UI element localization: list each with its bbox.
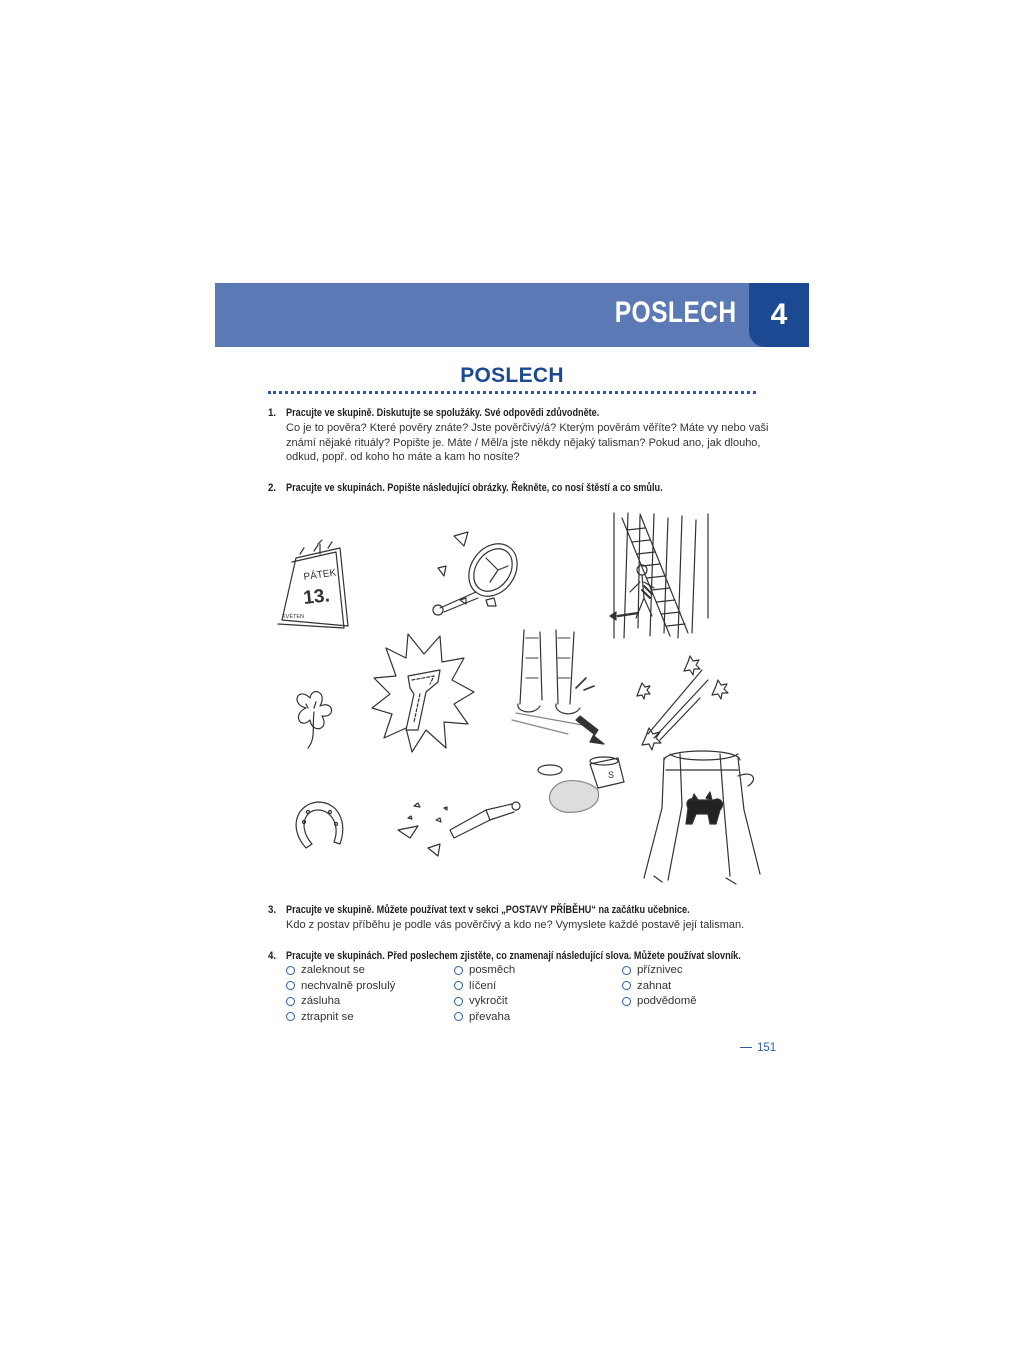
chapter-number-badge: 4 xyxy=(749,283,809,347)
checkbox-circle-icon[interactable] xyxy=(622,997,631,1006)
vocab-item[interactable]: podvědomě xyxy=(622,995,697,1007)
dotted-divider xyxy=(268,391,756,394)
four-leaf-clover-image xyxy=(297,692,332,748)
checkbox-circle-icon[interactable] xyxy=(286,1012,295,1021)
checkbox-circle-icon[interactable] xyxy=(286,981,295,990)
calendar-friday-13-image xyxy=(278,540,348,628)
exercise-number: 4. xyxy=(268,950,277,962)
vocab-item[interactable]: zahnat xyxy=(622,980,671,992)
horseshoe-image xyxy=(296,802,343,848)
exercise-instruction: Pracujte ve skupinách. Před poslechem zjistěte, co znamenají následující slova. Můžete používat slovník. xyxy=(286,950,741,962)
spilled-salt-image xyxy=(538,757,624,812)
exercise-body xyxy=(286,918,762,933)
checkbox-circle-icon[interactable] xyxy=(454,997,463,1006)
vocab-item[interactable]: posměch xyxy=(454,964,515,976)
section-title: POSLECH xyxy=(460,364,564,387)
exercise-instruction: Pracujte ve skupině. Diskutujte se spolužáky. Své odpovědi zdůvodněte. xyxy=(286,407,600,419)
body-line: Kdo z postav příběhu je podle vás pověrčivý a kdo ne? Vymyslete každé postavě její talisman. xyxy=(286,919,745,931)
vocab-item[interactable]: příznivec xyxy=(622,964,683,976)
vocab-item[interactable]: zásluha xyxy=(286,995,340,1007)
exercise-body xyxy=(286,421,769,465)
exercise-instruction: Pracujte ve skupinách. Popište následující obrázky. Řekněte, co nosí štěstí a co smůlu. xyxy=(286,482,663,494)
exercise-instruction: Pracujte ve skupině. Můžete používat text v sekci „POSTAVY PŘÍBĚHU“ na začátku učebnice. xyxy=(286,904,690,916)
checkbox-circle-icon[interactable] xyxy=(454,1012,463,1021)
checkbox-circle-icon[interactable] xyxy=(454,966,463,975)
checkbox-circle-icon[interactable] xyxy=(622,966,631,975)
calendar-date-text: 13. xyxy=(302,585,331,609)
vocab-item[interactable]: nechvalně proslulý xyxy=(286,980,395,992)
left-foot-step-image xyxy=(512,630,604,744)
vocab-item[interactable]: líčení xyxy=(454,980,496,992)
vocabulary-list xyxy=(286,964,766,1034)
broken-mirror-image xyxy=(433,532,527,615)
salt-label-text: S xyxy=(608,770,615,780)
broken-glass-image xyxy=(398,802,520,856)
calendar-month-text: KVĚTEN xyxy=(282,614,305,620)
vocab-item[interactable]: zaleknout se xyxy=(286,964,365,976)
lucky-seven-image xyxy=(372,634,474,752)
shooting-star-image xyxy=(637,656,728,750)
vocab-item[interactable]: vykročit xyxy=(454,995,508,1007)
superstition-illustrations xyxy=(268,508,768,888)
body-line: známí nějaké rituály? Popište je. Máte / Měl/a jste někdy nějaký talisman? Pokud ano, jak dlouho, xyxy=(286,436,761,449)
vocab-item[interactable]: převaha xyxy=(454,1011,510,1023)
chapter-banner xyxy=(215,283,809,347)
vocab-item[interactable]: ztrapnit se xyxy=(286,1011,354,1023)
calendar-day-text: PÁTEK xyxy=(302,567,337,583)
checkbox-circle-icon[interactable] xyxy=(286,997,295,1006)
exercise-number: 3. xyxy=(268,904,277,916)
checkbox-circle-icon[interactable] xyxy=(286,966,295,975)
exercise-number: 2. xyxy=(268,482,277,494)
ladder-image xyxy=(610,513,708,638)
page-dash xyxy=(740,1047,752,1048)
body-line: odkud, popř. od koho ho máte a kam ho nosíte? xyxy=(286,451,520,464)
page-number: 151 xyxy=(740,1042,776,1054)
banner-title: POSLECH xyxy=(615,296,737,329)
body-line: Co je to pověra? Které pověry znáte? Jste pověrčivý/á? Kterým pověrám věříte? Máte vy nebo vaši xyxy=(286,422,769,434)
black-cat-image xyxy=(644,751,760,884)
checkbox-circle-icon[interactable] xyxy=(622,981,631,990)
checkbox-circle-icon[interactable] xyxy=(454,981,463,990)
exercise-number: 1. xyxy=(268,407,277,419)
